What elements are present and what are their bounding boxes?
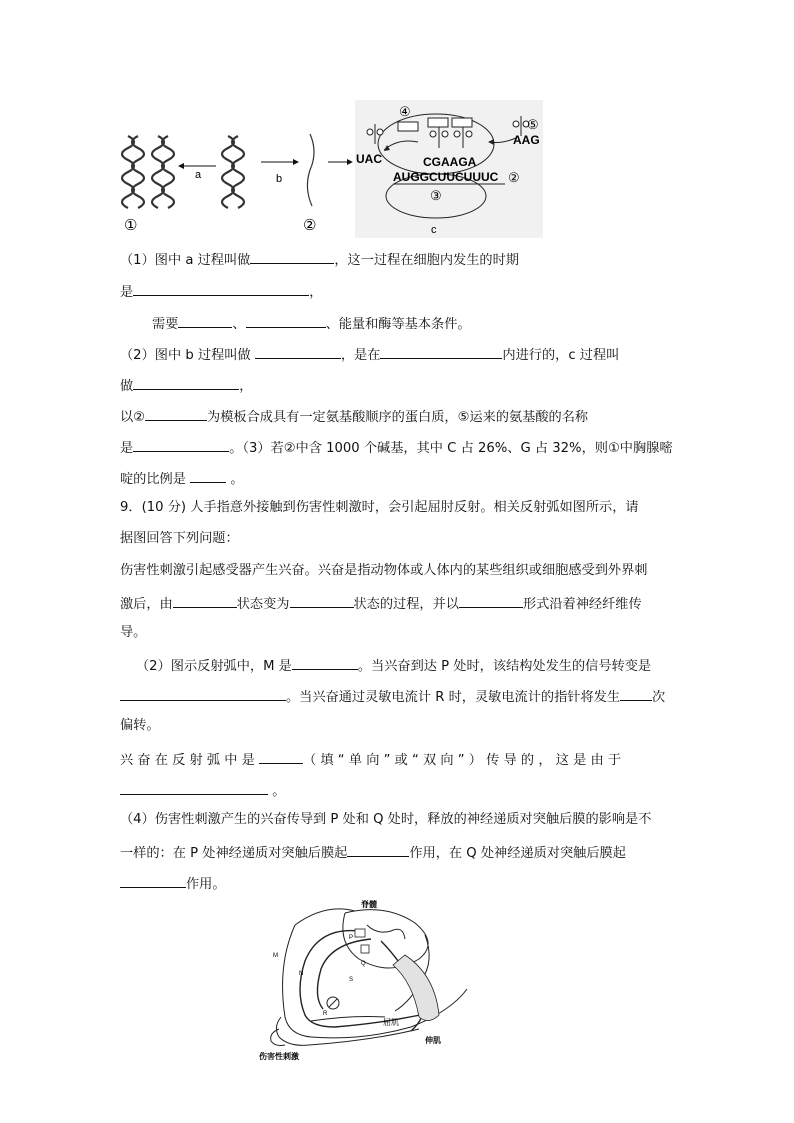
q8-line-5: 做 ， <box>120 375 252 396</box>
extensor-muscle <box>393 955 439 1021</box>
answer-blank[interactable] <box>620 686 652 701</box>
label-extensor: 伸肌 <box>425 1036 441 1045</box>
q8-line-1: （1）图中 a 过程叫做 ，这一过程在细胞内发生的时期 <box>120 249 519 270</box>
label-num2-right: ② <box>508 170 520 185</box>
q9-s1-line-3: 导。 <box>120 625 147 640</box>
answer-blank[interactable] <box>120 686 286 701</box>
answer-blank[interactable] <box>173 593 237 608</box>
q9-intro-line-2: 据图回答下列问题： <box>120 531 239 546</box>
q8-line-6: 以② 为模板合成具有一定氨基酸顺序的蛋白质，⑤运来的氨基酸的名称 <box>120 406 588 427</box>
q9-s3-line-1: 兴 奋 在 反 射 弧 中 是 （ 填 “ 单 向 ” 或 “ 双 向 ” ） 传 导 的 ， 这 是 由 于 <box>120 749 621 770</box>
answer-blank[interactable] <box>246 313 326 328</box>
synapse-p <box>355 929 365 937</box>
parent-dna-helix <box>222 136 244 208</box>
q9-intro-line-1: 9．(10 分) 人手指意外接触到伤害性刺激时，会引起屈肘反射。相关反射弧如图所示，请 <box>120 500 639 515</box>
answer-blank[interactable] <box>347 842 409 857</box>
answer-blank[interactable] <box>290 593 354 608</box>
label-num1: ① <box>124 217 138 234</box>
dna-process-figure <box>118 96 546 238</box>
label-aag: AAG <box>513 133 540 147</box>
label-mrna-sequence: AUGGCUUCUUUC <box>393 170 499 184</box>
q8-line-2: 是 ， <box>120 281 322 302</box>
q9-s4-line-2: 一样的：在 P 处神经递质对突触后膜起 作用，在 Q 处神经递质对突触后膜起 <box>120 842 626 863</box>
label-num2-left: ② <box>303 217 317 234</box>
label-num5: ⑤ <box>527 117 539 132</box>
amino-acid-box <box>452 118 472 127</box>
label-b: b <box>276 173 283 185</box>
label-r: R <box>323 1011 328 1017</box>
q9-s2-line-3: 偏转。 <box>120 718 160 733</box>
label-m: M <box>273 953 278 959</box>
answer-blank[interactable] <box>459 593 523 608</box>
q8-line-8: 啶的比例是 。 <box>120 468 244 489</box>
label-s: S <box>349 977 354 983</box>
answer-blank[interactable] <box>259 749 303 764</box>
label-q: Q <box>361 961 366 967</box>
q8-line-3: 需要 、 、能量和酶等基本条件。 <box>152 313 471 334</box>
answer-blank[interactable] <box>133 281 309 296</box>
q9-s2-line-2: 。当兴奋通过灵敏电流计 R 时，灵敏电流计的指针将发生 次 <box>120 686 665 707</box>
q9-s2-line-1: （2）图示反射弧中，M 是 。当兴奋到达 P 处时，该结构处发生的信号转变是 <box>136 655 651 676</box>
q8-line-7: 是 。（3）若②中含 1000 个碱基，其中 C 占 26%、G 占 32%，则①中胸腺嘧 <box>120 437 673 458</box>
answer-blank[interactable] <box>120 780 268 795</box>
daughter-dna-helices <box>122 136 174 208</box>
answer-blank[interactable] <box>145 406 207 421</box>
q9-s3-line-2: 。 <box>120 780 285 801</box>
reflex-arc-figure <box>255 895 470 1065</box>
q9-s4-line-3: 作用。 <box>120 873 226 894</box>
mrna-strand <box>307 134 314 206</box>
answer-blank[interactable] <box>255 344 341 359</box>
answer-blank[interactable] <box>250 249 334 264</box>
q9-s1-line-2: 激后，由 状态变为 状态的过程，并以 形式沿着神经纤维传 <box>120 593 642 614</box>
label-num4: ④ <box>399 104 411 119</box>
arm-outline <box>271 909 467 1046</box>
answer-blank[interactable] <box>133 375 239 390</box>
label-stimulus: 伤害性刺激 <box>259 1052 299 1061</box>
synapse-q <box>361 945 369 953</box>
label-codon-row: CGAAGA <box>423 155 477 169</box>
label-a: a <box>195 169 202 181</box>
label-uac: UAC <box>356 152 382 166</box>
label-n: N <box>299 971 304 977</box>
label-num3: ③ <box>430 188 442 203</box>
answer-blank[interactable] <box>133 437 229 452</box>
label-c: c <box>431 224 437 236</box>
q9-s1-line-1: 伤害性刺激引起感受器产生兴奋。兴奋是指动物体或人体内的某些组织或细胞感受到外界刺 <box>120 563 648 578</box>
answer-blank[interactable] <box>380 344 502 359</box>
answer-blank[interactable] <box>178 313 232 328</box>
label-flexor: 屈肌 <box>383 1018 399 1027</box>
label-p: P <box>349 935 354 941</box>
answer-blank[interactable] <box>190 468 226 483</box>
label-spinal-cord: 脊髓 <box>361 900 377 909</box>
q9-s4-line-1: （4）伤害性刺激产生的兴奋传导到 P 处和 Q 处时，释放的神经递质对突触后膜的影响是不 <box>120 812 652 827</box>
amino-acid-box <box>428 118 448 127</box>
q8-line-4: （2）图中 b 过程叫做 ，是在 内进行的，c 过程叫 <box>120 344 619 365</box>
amino-acid-box <box>398 122 418 131</box>
answer-blank[interactable] <box>120 873 186 888</box>
answer-blank[interactable] <box>292 655 358 670</box>
